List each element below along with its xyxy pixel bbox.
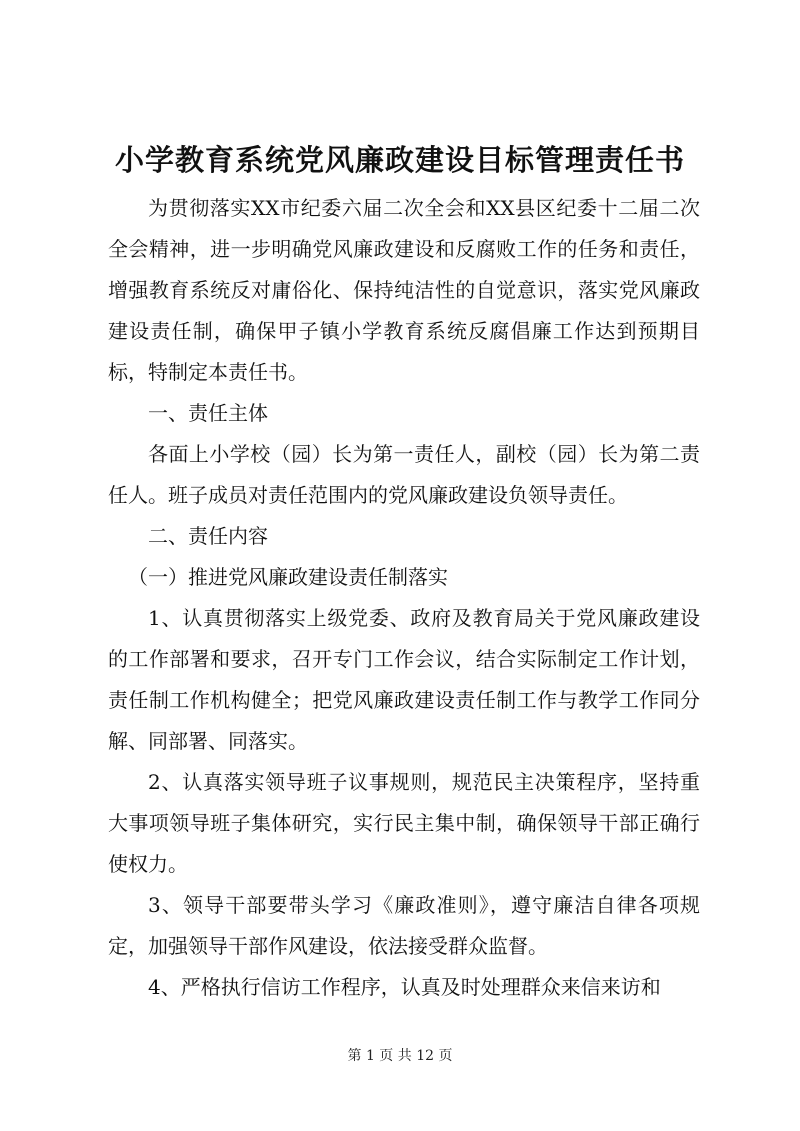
section-heading-responsible-party: 一、责任主体 bbox=[148, 401, 268, 425]
list-item-4: 4、严格执行信访工作程序，认真及时处理群众来信来访和 bbox=[148, 975, 661, 999]
subsection-heading-1: （一）推进党风廉政建设责任制落实 bbox=[128, 565, 448, 589]
intro-paragraph: 为贯彻落实XX市纪委六届二次全会和XX县区纪委十二届二次全会精神，进一步明确党风廉政建设和反腐败工作的任务和责任，增强教育系统反对庸俗化、保持纯洁性的自觉意识，落实党风廉政建设责任制，确保甲子镇小学教育系统反腐倡廉工作达到预期目标，特制定本责任书。 bbox=[108, 196, 700, 384]
document-body bbox=[108, 188, 700, 1008]
list-item-1: 1、认真贯彻落实上级党委、政府及教育局关于党风廉政建设的工作部署和要求，召开专门工作会议，结合实际制定工作计划，责任制工作机构健全；把党风廉政建设责任制工作与教学工作同分解、同部署、同落实。 bbox=[108, 606, 700, 753]
list-item-2: 2、认真落实领导班子议事规则，规范民主决策程序，坚持重大事项领导班子集体研究，实行民主集中制，确保领导干部正确行使权力。 bbox=[108, 770, 700, 876]
list-item-3: 3、领导干部要带头学习《廉政准则》，遵守廉洁自律各项规定，加强领导干部作风建设，依法接受群众监督。 bbox=[108, 893, 700, 958]
page-number-footer: 第 1 页 共 12 页 bbox=[347, 1048, 453, 1064]
section-heading-responsibility-content: 二、责任内容 bbox=[148, 524, 268, 548]
document-title: 小学教育系统党风廉政建设目标管理责任书 bbox=[114, 143, 685, 177]
responsible-party-paragraph: 各面上小学校（园）长为第一责任人，副校（园）长为第二责任人。班子成员对责任范围内的党风廉政建设负领导责任。 bbox=[108, 442, 700, 507]
